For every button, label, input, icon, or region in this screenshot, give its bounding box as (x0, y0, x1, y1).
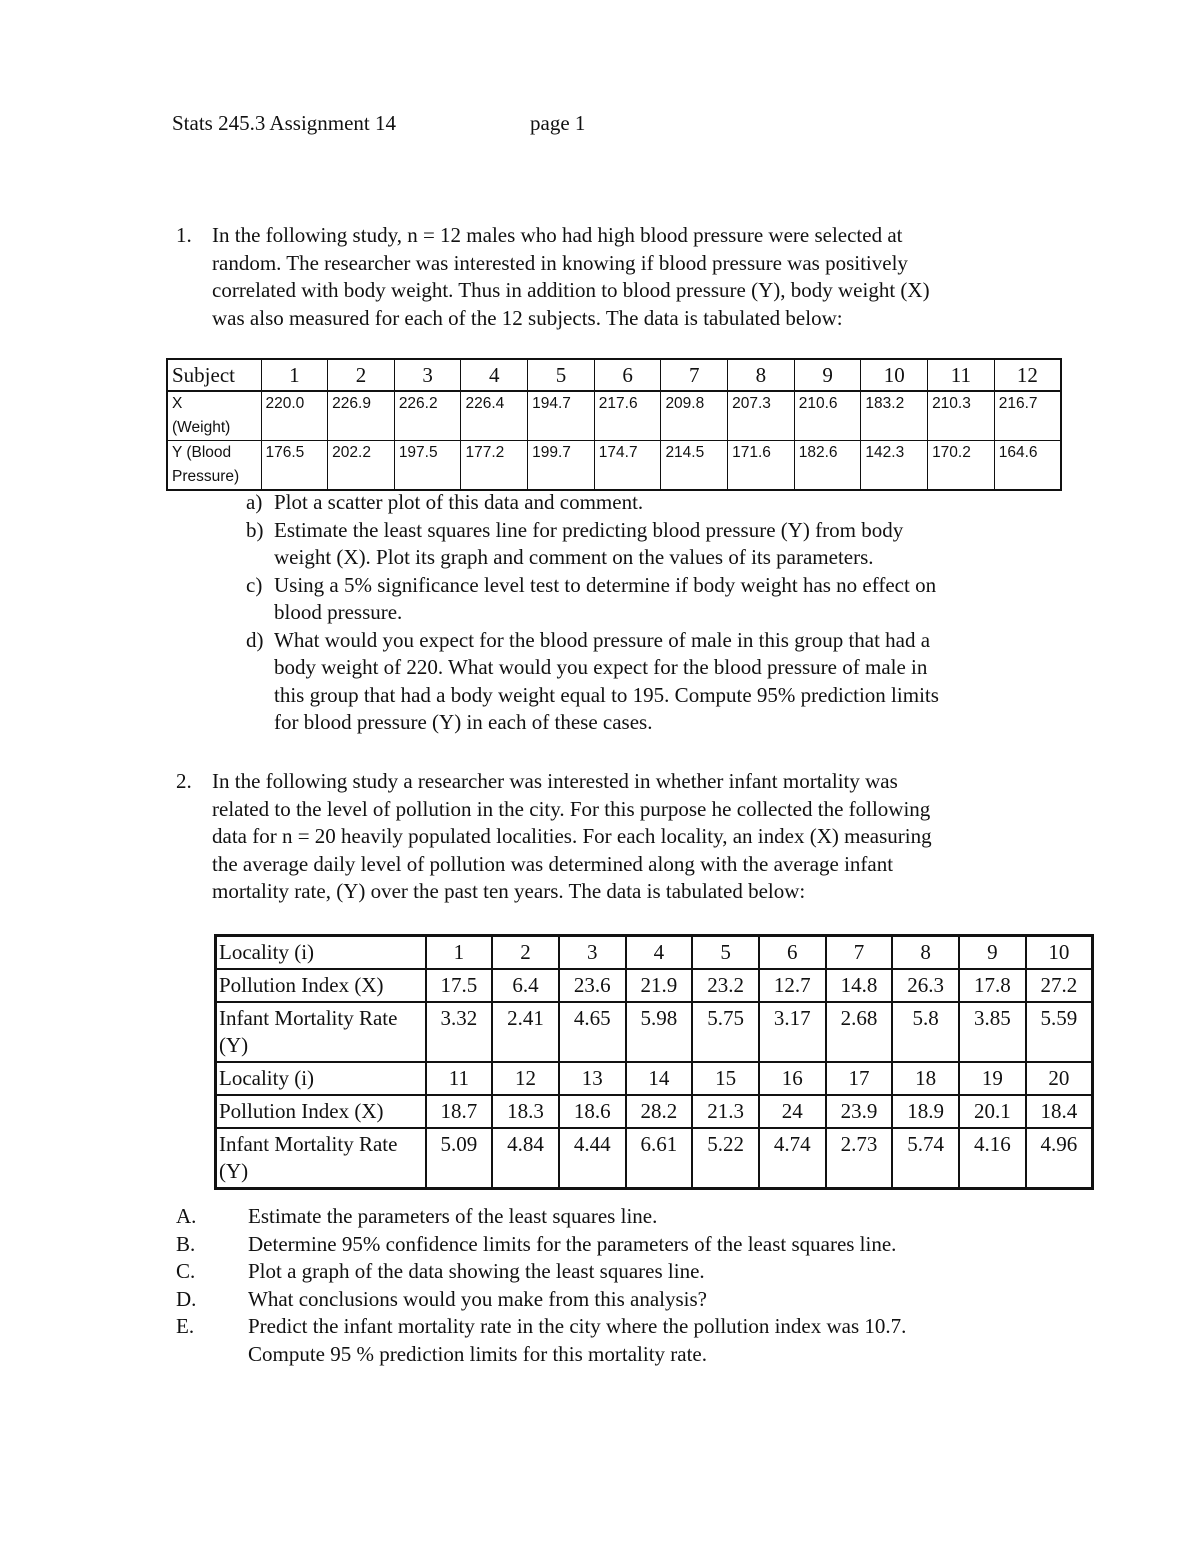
part-label: D. (176, 1286, 197, 1311)
question-part (246, 489, 1046, 517)
question-2-number: 2. (176, 769, 192, 793)
question-1-parts (246, 489, 1046, 737)
question-1-line: In the following study, n = 12 males who had high blood pressure were selected at (212, 223, 903, 247)
question-part (246, 572, 1046, 627)
table-cell: 21.3 (692, 1095, 759, 1128)
table-cell: 202.2 (328, 441, 395, 491)
table-cell: 183.2 (861, 391, 928, 441)
table-row (167, 359, 1061, 391)
table-cell: 5.98 (626, 1002, 693, 1062)
table-cell: 11 (928, 359, 995, 391)
table-cell: 2.41 (492, 1002, 559, 1062)
table-cell: 197.5 (394, 441, 461, 491)
table-cell: 210.3 (928, 391, 995, 441)
question-part (176, 1231, 906, 1259)
table-cell: 2 (328, 359, 395, 391)
weight-blood-pressure-table (166, 358, 1062, 491)
table-cell: 209.8 (661, 391, 728, 441)
table-row-label-pollution: Pollution Index (X) (216, 1095, 426, 1128)
table-cell: 6 (759, 936, 826, 970)
table-cell: 14 (626, 1062, 693, 1095)
table-cell: 5.8 (892, 1002, 959, 1062)
part-line: Predict the infant mortality rate in the city where the pollution index was 10.7. (248, 1314, 907, 1338)
question-part (176, 1286, 906, 1314)
question-2-line: related to the level of pollution in the city. For this purpose he collected the following (212, 796, 931, 821)
table-cell: 4.74 (759, 1128, 826, 1189)
part-line: Plot a scatter plot of this data and comment. (274, 490, 644, 514)
pollution-mortality-table (214, 934, 1094, 1190)
part-line: this group that had a body weight equal to 195. Compute 95% prediction limits (274, 682, 939, 707)
table-cell: 3 (394, 359, 461, 391)
part-label: a) (246, 490, 263, 514)
question-part (246, 627, 1046, 737)
part-line: weight (X). Plot its graph and comment on the values of its parameters. (274, 545, 874, 569)
table-cell: 10 (1026, 936, 1093, 970)
table-cell: 20 (1026, 1062, 1093, 1095)
part-line: Estimate the parameters of the least squares line. (248, 1204, 658, 1228)
table-cell: 2.68 (826, 1002, 893, 1062)
table-cell: 9 (959, 936, 1026, 970)
page-number: page 1 (530, 111, 586, 135)
table-cell: 170.2 (928, 441, 995, 491)
table-cell: 199.7 (528, 441, 595, 491)
table-cell: 18 (892, 1062, 959, 1095)
table-row-label-mortality: Infant Mortality Rate (Y) (216, 1002, 426, 1062)
table-cell: 12.7 (759, 969, 826, 1002)
table-cell: 23.9 (826, 1095, 893, 1128)
table-cell: 216.7 (994, 391, 1061, 441)
question-part (176, 1203, 906, 1231)
part-label: d) (246, 627, 264, 652)
part-line: body weight of 220. What would you expect for the blood pressure of male in (274, 655, 928, 679)
part-line: for blood pressure (Y) in each of these cases. (274, 710, 653, 734)
table-row (216, 1095, 1093, 1128)
table-cell: 8 (892, 936, 959, 970)
table-cell: 1 (261, 359, 328, 391)
question-part (176, 1313, 906, 1368)
part-line: blood pressure. (274, 600, 403, 624)
table-cell: 176.5 (261, 441, 328, 491)
part-line: Estimate the least squares line for predicting blood pressure (Y) from body (274, 517, 904, 542)
table-cell: 13 (559, 1062, 626, 1095)
table-cell: 18.7 (426, 1095, 493, 1128)
table-cell: 21.9 (626, 969, 693, 1002)
table-cell: 4 (626, 936, 693, 970)
part-label: B. (176, 1231, 196, 1256)
table-cell: 16 (759, 1062, 826, 1095)
question-1-line: correlated with body weight. Thus in addition to blood pressure (Y), body weight (X) (212, 278, 930, 302)
table-cell: 8 (728, 359, 795, 391)
table-cell: 18.3 (492, 1095, 559, 1128)
table-cell: 194.7 (528, 391, 595, 441)
question-1-text (212, 222, 1112, 332)
table-cell: 6.4 (492, 969, 559, 1002)
question-2-line: the average daily level of pollution was determined along with the average infant (212, 851, 894, 876)
table-cell: 5.74 (892, 1128, 959, 1189)
question-2-line: In the following study a researcher was interested in whether infant mortality was (212, 769, 898, 793)
table-cell: 2 (492, 936, 559, 970)
table-cell: 9 (794, 359, 861, 391)
table-row-label-blood-pressure: Y (Blood Pressure) (167, 441, 261, 491)
part-line: Plot a graph of the data showing the least squares line. (248, 1259, 705, 1283)
table-cell: 26.3 (892, 969, 959, 1002)
table-cell: 4.96 (1026, 1128, 1093, 1189)
table-cell: 17.5 (426, 969, 493, 1002)
table-cell: 12 (994, 359, 1061, 391)
table-cell: 5.75 (692, 1002, 759, 1062)
table-cell: 4.84 (492, 1128, 559, 1189)
table-row-label-locality: Locality (i) (216, 936, 426, 970)
part-line: What conclusions would you make from this analysis? (248, 1286, 707, 1311)
table-cell: 18.6 (559, 1095, 626, 1128)
part-label: A. (176, 1204, 197, 1228)
table-cell: 3.32 (426, 1002, 493, 1062)
table-cell: 4.44 (559, 1128, 626, 1189)
table-row (167, 391, 1061, 441)
table-cell: 12 (492, 1062, 559, 1095)
table-cell: 210.6 (794, 391, 861, 441)
question-1-line: random. The researcher was interested in knowing if blood pressure was positively (212, 250, 908, 275)
table-cell: 15 (692, 1062, 759, 1095)
table-cell: 214.5 (661, 441, 728, 491)
table-cell: 17 (826, 1062, 893, 1095)
table-cell: 226.4 (461, 391, 528, 441)
question-2-line: mortality rate, (Y) over the past ten years. The data is tabulated below: (212, 879, 806, 903)
table-row (167, 441, 1061, 491)
table-cell: 19 (959, 1062, 1026, 1095)
table-cell: 220.0 (261, 391, 328, 441)
table-row-label-pollution: Pollution Index (X) (216, 969, 426, 1002)
table-cell: 2.73 (826, 1128, 893, 1189)
table-row-label-weight: X (Weight) (167, 391, 261, 441)
table-cell: 5 (692, 936, 759, 970)
table-cell: 1 (426, 936, 493, 970)
table-row (216, 1002, 1093, 1062)
part-label: b) (246, 517, 264, 542)
table-row (216, 1062, 1093, 1095)
table-cell: 182.6 (794, 441, 861, 491)
table-cell: 11 (426, 1062, 493, 1095)
question-2-line: data for n = 20 heavily populated localities. For each locality, an index (X) measuring (212, 824, 932, 848)
table-cell: 5.09 (426, 1128, 493, 1189)
table-row-label-mortality: Infant Mortality Rate (Y) (216, 1128, 426, 1189)
table-cell: 226.9 (328, 391, 395, 441)
table-cell: 174.7 (594, 441, 661, 491)
table-cell: 6.61 (626, 1128, 693, 1189)
table-cell: 5.59 (1026, 1002, 1093, 1062)
table-cell: 27.2 (1026, 969, 1093, 1002)
table-cell: 7 (661, 359, 728, 391)
table-cell: 3.85 (959, 1002, 1026, 1062)
table-header-subject: Subject (167, 359, 261, 391)
part-line: Compute 95 % prediction limits for this mortality rate. (248, 1341, 708, 1366)
table-cell: 5 (528, 359, 595, 391)
part-line: What would you expect for the blood pressure of male in this group that had a (274, 627, 931, 652)
table-cell: 3.17 (759, 1002, 826, 1062)
table-cell: 18.4 (1026, 1095, 1093, 1128)
table-cell: 226.2 (394, 391, 461, 441)
part-line: Determine 95% confidence limits for the parameters of the least squares line. (248, 1231, 897, 1256)
table-cell: 24 (759, 1095, 826, 1128)
table-cell: 17.8 (959, 969, 1026, 1002)
part-line: Using a 5% significance level test to determine if body weight has no effect on (274, 572, 937, 597)
table-cell: 23.6 (559, 969, 626, 1002)
part-label: c) (246, 572, 263, 597)
table-cell: 171.6 (728, 441, 795, 491)
question-1-line: was also measured for each of the 12 subjects. The data is tabulated below: (212, 305, 843, 330)
part-label: C. (176, 1259, 196, 1283)
table-cell: 164.6 (994, 441, 1061, 491)
table-row-label-locality: Locality (i) (216, 1062, 426, 1095)
table-cell: 23.2 (692, 969, 759, 1002)
table-cell: 10 (861, 359, 928, 391)
table-cell: 4.65 (559, 1002, 626, 1062)
table-cell: 18.9 (892, 1095, 959, 1128)
question-2-parts (176, 1203, 906, 1368)
table-cell: 3 (559, 936, 626, 970)
table-cell: 5.22 (692, 1128, 759, 1189)
table-cell: 177.2 (461, 441, 528, 491)
table-row (216, 936, 1093, 970)
table-cell: 207.3 (728, 391, 795, 441)
table-cell: 142.3 (861, 441, 928, 491)
document-title: Stats 245.3 Assignment 14 (172, 111, 397, 135)
question-1-number: 1. (176, 223, 192, 247)
table-cell: 4.16 (959, 1128, 1026, 1189)
table-row (216, 969, 1093, 1002)
table-cell: 7 (826, 936, 893, 970)
question-2-text (212, 768, 1132, 906)
question-part (176, 1258, 906, 1286)
question-part (246, 517, 1046, 572)
table-cell: 28.2 (626, 1095, 693, 1128)
table-cell: 14.8 (826, 969, 893, 1002)
table-cell: 217.6 (594, 391, 661, 441)
table-cell: 20.1 (959, 1095, 1026, 1128)
table-cell: 4 (461, 359, 528, 391)
part-label: E. (176, 1314, 195, 1338)
table-row (216, 1128, 1093, 1189)
table-cell: 6 (594, 359, 661, 391)
